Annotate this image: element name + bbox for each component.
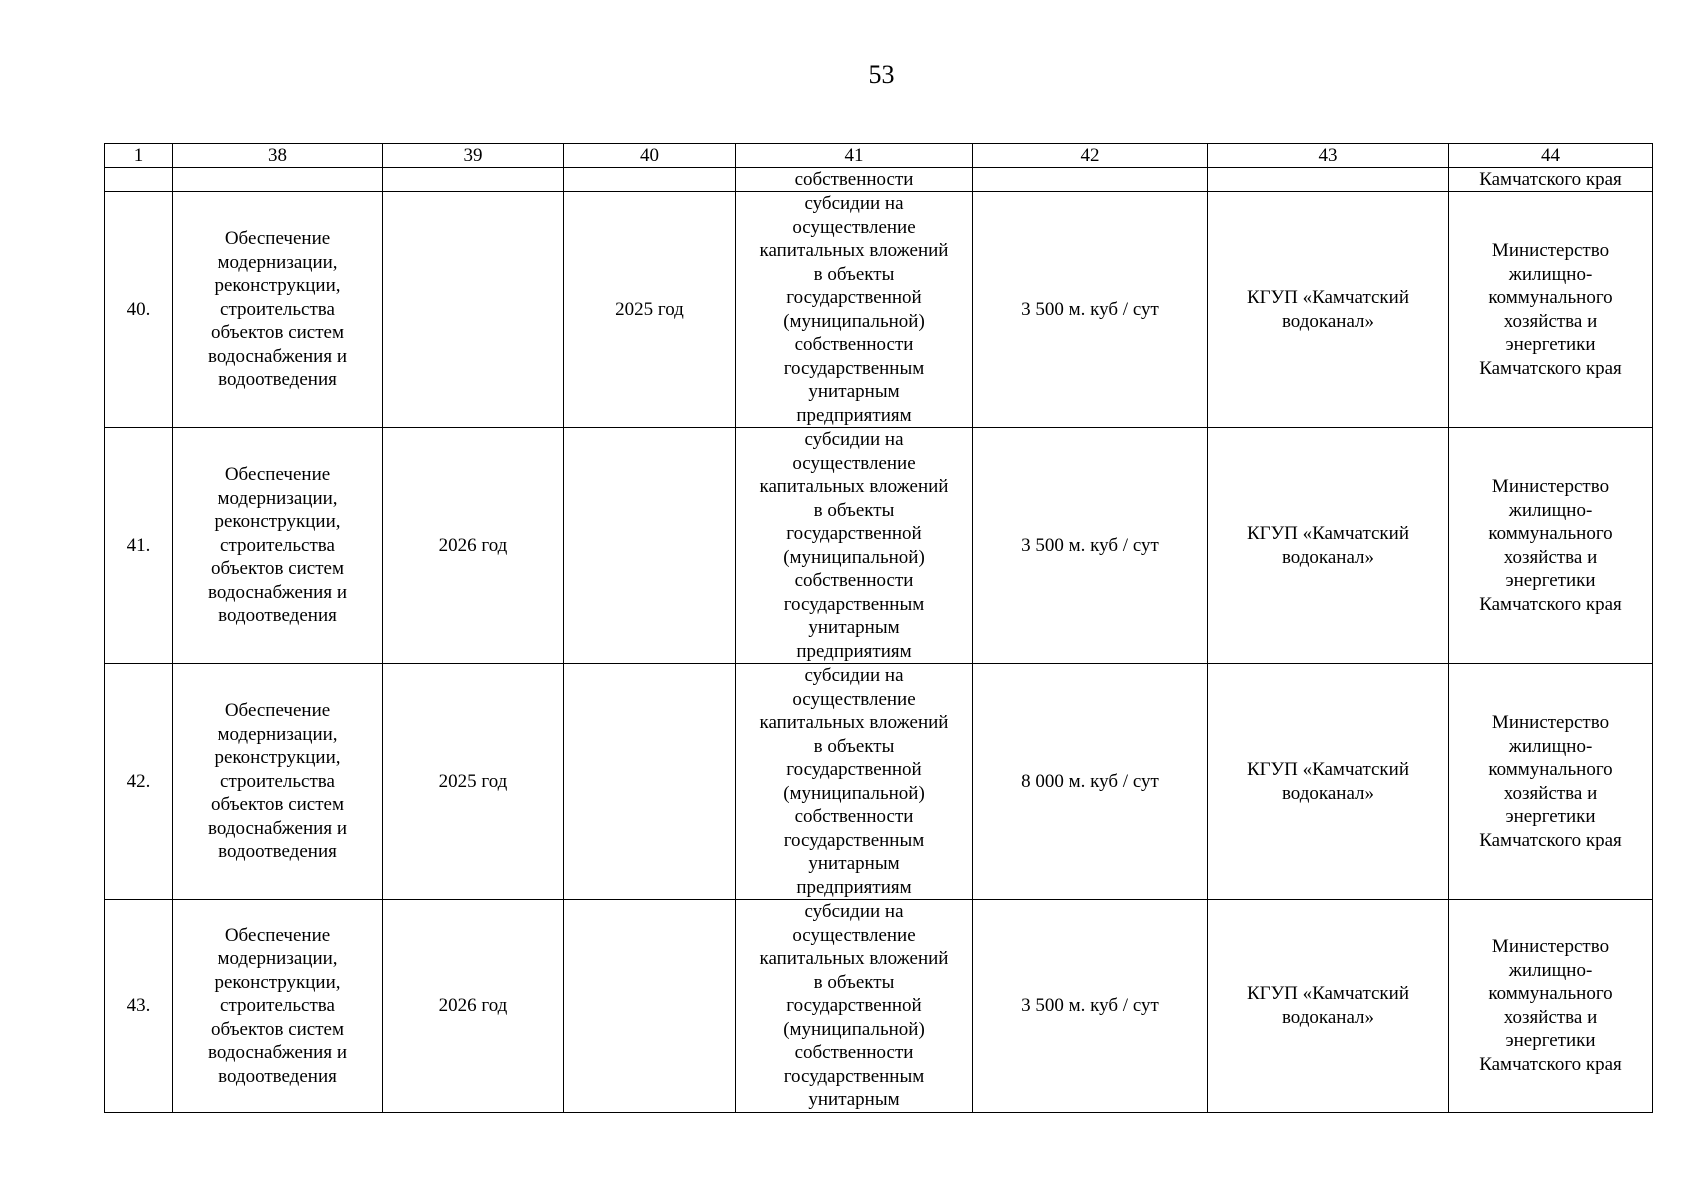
year-cell-39 [383, 192, 564, 428]
year-cell-40 [564, 900, 736, 1113]
year-cell-39: 2025 год [383, 664, 564, 900]
responsible-cell: Министерство жилищно- коммунального хозяйства и энергетики Камчатского края [1449, 428, 1653, 664]
column-number-row [105, 144, 1653, 168]
responsible-cell: Министерство жилищно- коммунального хозяйства и энергетики Камчатского края [1449, 192, 1653, 428]
funding-cell: субсидии на осуществление капитальных вложений в объекты государственной (муниципальной) собственности государственным унитарным [736, 900, 973, 1113]
table-cell [173, 168, 383, 192]
column-number-cell: 40 [564, 144, 736, 168]
responsible-cell: Министерство жилищно- коммунального хозяйства и энергетики Камчатского края [1449, 664, 1653, 900]
capacity-cell: 3 500 м. куб / сут [973, 900, 1208, 1113]
funding-cell: субсидии на осуществление капитальных вложений в объекты государственной (муниципальной) собственности государственным унитарным предприятиям [736, 664, 973, 900]
funding-cell: субсидии на осуществление капитальных вложений в объекты государственной (муниципальной) собственности государственным унитарным предприятиям [736, 192, 973, 428]
table-row [105, 428, 1653, 664]
measure-cell: Обеспечение модернизации, реконструкции, строительства объектов систем водоснабжения и водоотведения [173, 428, 383, 664]
responsible-cell: Министерство жилищно- коммунального хозяйства и энергетики Камчатского края [1449, 900, 1653, 1113]
capacity-cell: 8 000 м. куб / сут [973, 664, 1208, 900]
table-cell [973, 168, 1208, 192]
measure-cell: Обеспечение модернизации, реконструкции, строительства объектов систем водоснабжения и водоотведения [173, 900, 383, 1113]
table-row [105, 192, 1653, 428]
executor-cell: КГУП «Камчатский водоканал» [1208, 428, 1449, 664]
column-number-cell: 41 [736, 144, 973, 168]
executor-cell: КГУП «Камчатский водоканал» [1208, 664, 1449, 900]
measures-table [104, 143, 1653, 1113]
capacity-cell: 3 500 м. куб / сут [973, 428, 1208, 664]
row-number: 40. [105, 192, 173, 428]
column-number-cell: 39 [383, 144, 564, 168]
table-row [105, 900, 1653, 1113]
column-number-cell: 1 [105, 144, 173, 168]
table-cell [564, 168, 736, 192]
measure-cell: Обеспечение модернизации, реконструкции, строительства объектов систем водоснабжения и водоотведения [173, 664, 383, 900]
executor-cell: КГУП «Камчатский водоканал» [1208, 192, 1449, 428]
year-cell-40: 2025 год [564, 192, 736, 428]
table-cell [383, 168, 564, 192]
funding-cell: субсидии на осуществление капитальных вложений в объекты государственной (муниципальной) собственности государственным унитарным предприятиям [736, 428, 973, 664]
row-number: 43. [105, 900, 173, 1113]
column-number-cell: 44 [1449, 144, 1653, 168]
column-number-cell: 43 [1208, 144, 1449, 168]
page-number: 53 [868, 60, 895, 89]
table-row [105, 664, 1653, 900]
table-cell [105, 168, 173, 192]
year-cell-40 [564, 428, 736, 664]
year-cell-39: 2026 год [383, 428, 564, 664]
table-cell: собственности [736, 168, 973, 192]
year-cell-40 [564, 664, 736, 900]
capacity-cell: 3 500 м. куб / сут [973, 192, 1208, 428]
executor-cell: КГУП «Камчатский водоканал» [1208, 900, 1449, 1113]
row-number: 41. [105, 428, 173, 664]
continuation-row [105, 168, 1653, 192]
measure-cell: Обеспечение модернизации, реконструкции, строительства объектов систем водоснабжения и водоотведения [173, 192, 383, 428]
column-number-cell: 38 [173, 144, 383, 168]
column-number-cell: 42 [973, 144, 1208, 168]
year-cell-39: 2026 год [383, 900, 564, 1113]
table-cell: Камчатского края [1449, 168, 1653, 192]
row-number: 42. [105, 664, 173, 900]
table-cell [1208, 168, 1449, 192]
